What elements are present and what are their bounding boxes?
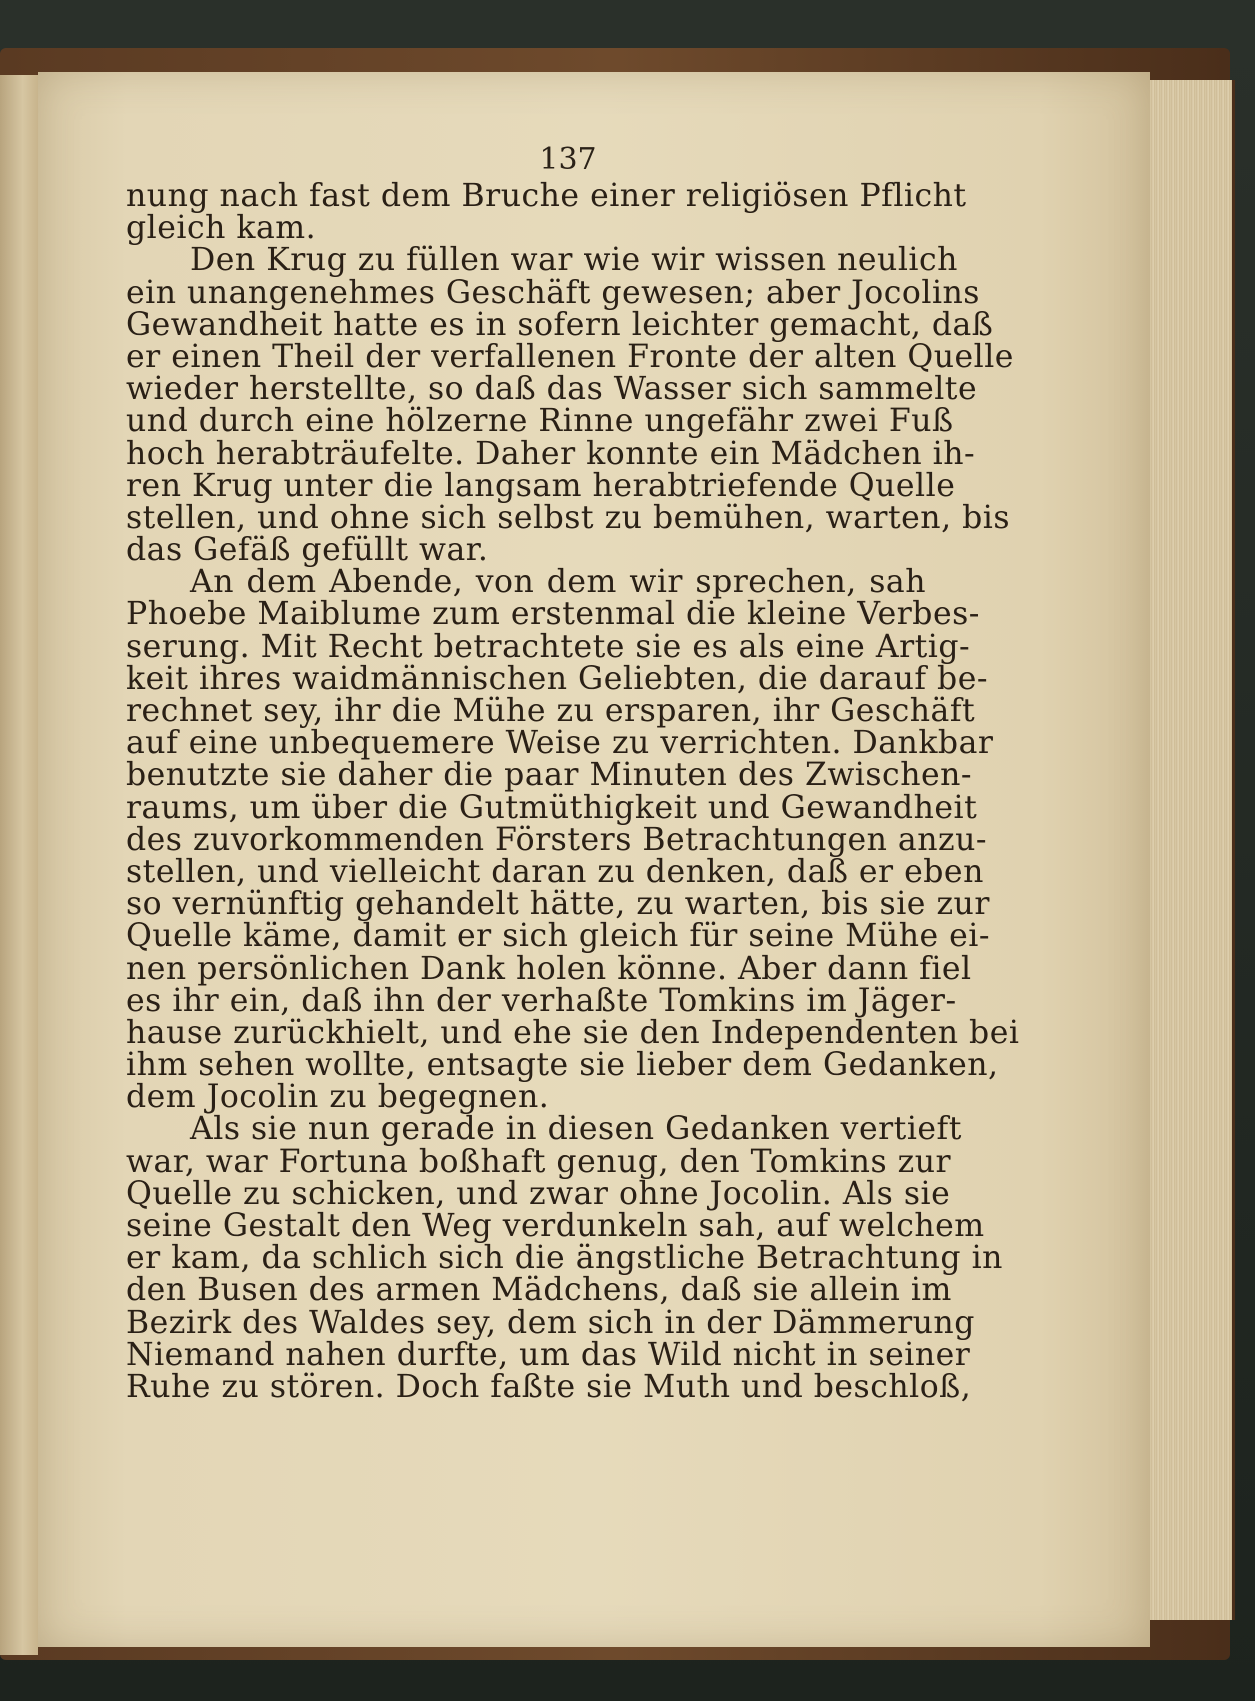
text-line: er einen Theil der verfallenen Fronte der alten Quelle bbox=[126, 338, 1014, 375]
text-line: und durch eine hölzerne Rinne ungefähr zwei Fuß bbox=[126, 403, 954, 440]
text-line: raums, um über die Gutmüthigkeit und Gewandheit bbox=[126, 789, 978, 826]
text-line: An dem Abende, von dem wir sprechen, sah bbox=[190, 564, 926, 601]
book-page bbox=[38, 72, 1150, 1647]
text-line: Phoebe Maiblume zum erstenmal die kleine Verbes- bbox=[126, 596, 980, 633]
body-text bbox=[126, 178, 1020, 1405]
text-line: ein unangenehmes Geschäft gewesen; aber Jocolins bbox=[126, 274, 980, 311]
text-line: wieder herstellte, so daß das Wasser sich sammelte bbox=[126, 371, 978, 408]
page-edges bbox=[1140, 80, 1235, 1620]
text-line: des zuvorkommenden Försters Betrachtungen anzu- bbox=[126, 821, 988, 858]
text-line: so vernünftig gehandelt hätte, zu warten, bis sie zur bbox=[126, 886, 990, 923]
text-line: ren Krug unter die langsam herabtriefende Quelle bbox=[126, 467, 956, 504]
text-line: Gewandheit hatte es in sofern leichter gemacht, daß bbox=[126, 306, 994, 343]
text-line: auf eine unbequemere Weise zu verrichten. Dankbar bbox=[126, 725, 994, 762]
text-line: nen persönlichen Dank holen könne. Aber dann fiel bbox=[126, 950, 972, 987]
text-line: Als sie nun gerade in diesen Gedanken vertieft bbox=[190, 1111, 962, 1148]
text-line: den Busen des armen Mädchens, daß sie allein im bbox=[126, 1272, 952, 1309]
text-line: benutzte sie daher die paar Minuten des Zwischen- bbox=[126, 757, 973, 794]
text-line: hoch herabträufelte. Daher konnte ein Mädchen ih- bbox=[126, 435, 976, 472]
text-line: Quelle zu schicken, und zwar ohne Jocolin. Als sie bbox=[126, 1175, 951, 1212]
text-line: ihm sehen wollte, entsagte sie lieber dem Gedanken, bbox=[126, 1047, 999, 1084]
text-line: keit ihres waidmännischen Geliebten, die darauf be- bbox=[126, 660, 988, 697]
text-line: es ihr ein, daß ihn der verhaßte Tomkins im Jäger- bbox=[126, 982, 957, 1019]
text-line: Niemand nahen durfte, um das Wild nicht in seiner bbox=[126, 1336, 971, 1373]
text-line: er kam, da schlich sich die ängstliche Betrachtung in bbox=[126, 1240, 1003, 1277]
page-number: 137 bbox=[539, 142, 597, 177]
text-line: Quelle käme, damit er sich gleich für seine Mühe ei- bbox=[126, 918, 990, 955]
text-line: seine Gestalt den Weg verdunkeln sah, auf welchem bbox=[126, 1208, 985, 1244]
facing-page-edge bbox=[0, 75, 38, 1655]
text-line: dem Jocolin zu begegnen. bbox=[126, 1079, 550, 1116]
text-line: Bezirk des Waldes sey, dem sich in der Dämmerung bbox=[126, 1304, 975, 1341]
text-line: stellen, und vielleicht daran zu denken, daß er eben bbox=[126, 853, 984, 890]
text-line: war, war Fortuna boßhaft genug, den Tomkins zur bbox=[126, 1143, 952, 1180]
text-line: Ruhe zu stören. Doch faßte sie Muth und beschloß, bbox=[126, 1368, 972, 1405]
text-line: serung. Mit Recht betrachtete sie es als eine Artig- bbox=[126, 628, 971, 665]
text-line: nung nach fast dem Bruche einer religiösen Pflicht bbox=[126, 178, 967, 214]
text-line: stellen, und ohne sich selbst zu bemühen, warten, bis bbox=[126, 499, 1010, 536]
text-line: Den Krug zu füllen war wie wir wissen neulich bbox=[190, 242, 958, 279]
text-line: hause zurückhielt, und ehe sie den Independenten bei bbox=[126, 1014, 1020, 1051]
text-line: rechnet sey, ihr die Mühe zu ersparen, ihr Geschäft bbox=[126, 693, 976, 729]
text-line: gleich kam. bbox=[126, 210, 317, 247]
text-line: das Gefäß gefüllt war. bbox=[126, 532, 489, 569]
